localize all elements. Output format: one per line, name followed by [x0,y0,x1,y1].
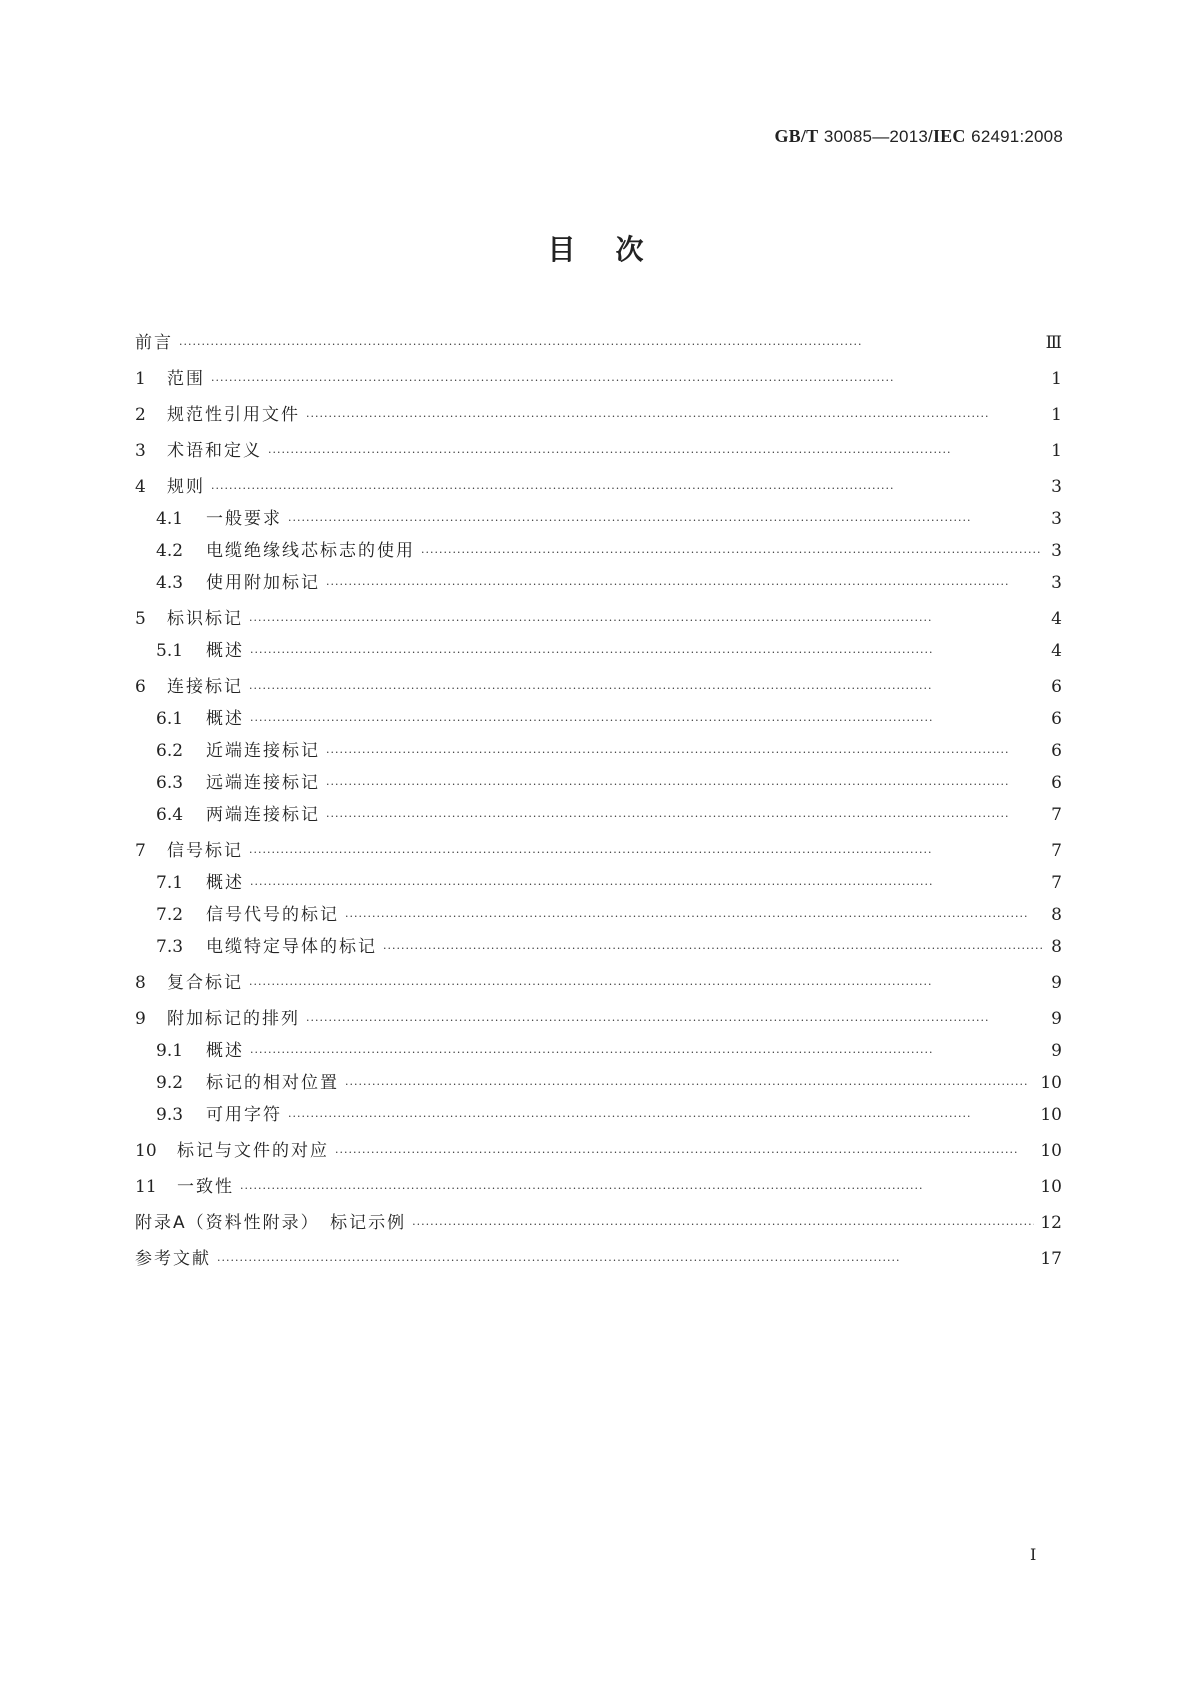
toc-entry-page: 3 [1051,477,1062,497]
toc-entry-number: 7.1 [156,873,184,893]
toc-entry[interactable] [135,605,1062,637]
toc-entry-number: 7.3 [156,937,184,957]
toc-entry[interactable] [135,869,1062,901]
toc-entry-page: 6 [1051,773,1062,793]
toc-entry[interactable] [135,473,1062,505]
dot-leader [326,739,1042,767]
toc-entry-label: 前言 [135,333,173,353]
toc-entry-label: 范围 [167,369,205,389]
toc-entry[interactable] [135,705,1062,737]
toc-entry-page: 8 [1051,937,1062,957]
toc-entry-page: 6 [1051,709,1062,729]
standard-number: 30085—2013/ [823,127,933,146]
toc-entry-label: 远端连接标记 [206,773,320,793]
toc-entry-label: 概述 [206,641,244,661]
toc-entry-page: 3 [1051,509,1062,529]
toc-entry-label: 参考文献 [135,1249,211,1269]
toc-entry-number: 9.3 [156,1105,184,1125]
dot-leader [249,607,1042,635]
page-number: I [1030,1545,1037,1564]
toc-entry-number: 10 [135,1141,157,1161]
dot-leader [249,839,1042,867]
dot-leader [306,403,1042,431]
toc-entry-page: 4 [1051,609,1062,629]
toc-entry-number: 7.2 [156,905,184,925]
dot-leader [240,1175,1034,1203]
toc-entry-label: 标记与文件的对应 [177,1141,329,1161]
toc-entry[interactable] [135,569,1062,601]
toc-entry-label: 复合标记 [167,973,243,993]
toc-entry[interactable] [135,365,1062,397]
toc-entry-label: 电缆绝缘线芯标志的使用 [206,541,415,561]
toc-entry-page: 3 [1051,573,1062,593]
toc-entry[interactable] [135,505,1062,537]
toc-entry[interactable] [135,737,1062,769]
toc-entry-page: 1 [1051,441,1062,461]
toc-entry-number: 4.3 [156,573,184,593]
dot-leader [288,1103,1034,1131]
toc-entry[interactable] [135,933,1062,965]
toc-entry[interactable] [135,1173,1062,1205]
dot-leader [306,1007,1042,1035]
toc-entry-number: 6.2 [156,741,184,761]
toc-entry[interactable] [135,537,1062,569]
toc-entry-page: 7 [1051,841,1062,861]
toc-entry[interactable] [135,801,1062,833]
toc-entry-number: 9 [135,1009,146,1029]
toc-entry[interactable] [135,901,1062,933]
toc-entry-number: 4 [135,477,146,497]
iec-number: 62491:2008 [971,127,1063,146]
toc-entry-label: 连接标记 [167,677,243,697]
toc-entry[interactable] [135,1245,1062,1277]
dot-leader [249,971,1042,999]
toc-entry-number: 9.1 [156,1041,184,1061]
toc-entry-page: 6 [1051,741,1062,761]
toc-entry-label: 电缆特定导体的标记 [206,937,377,957]
toc-entry-label: 概述 [206,873,244,893]
toc-entry-number: 11 [135,1177,157,1197]
toc-entry-label: 标识标记 [167,609,243,629]
toc-entry-number: 3 [135,441,146,461]
toc-entry-label: 附加标记的排列 [167,1009,300,1029]
dot-leader [288,507,1042,535]
toc-entry-page: 12 [1040,1213,1062,1233]
toc-entry-label: 信号标记 [167,841,243,861]
toc-entry[interactable] [135,1005,1062,1037]
dot-leader [412,1211,1034,1239]
toc-entry-label: 使用附加标记 [206,573,320,593]
toc-entry-number: 7 [135,841,146,861]
toc-entry[interactable] [135,437,1062,469]
toc-entry-label: 一致性 [177,1177,234,1197]
toc-entry[interactable] [135,1069,1062,1101]
dot-leader [211,475,1042,503]
toc-entry-page: 9 [1051,1041,1062,1061]
dot-leader [250,707,1042,735]
toc-entry-number: 2 [135,405,146,425]
toc-entry-page: 17 [1040,1249,1062,1269]
toc-entry[interactable] [135,1037,1062,1069]
toc-entry-page: 4 [1051,641,1062,661]
toc-entry-page: Ⅲ [1045,333,1062,353]
toc-entry[interactable] [135,401,1062,433]
toc-entry-page: 8 [1051,905,1062,925]
dot-leader [326,803,1042,831]
page-title: 目次 [547,233,684,266]
dot-leader [268,439,1042,467]
toc-entry[interactable] [135,769,1062,801]
toc-entry-page: 9 [1051,1009,1062,1029]
dot-leader [345,1071,1034,1099]
dot-leader [345,903,1042,931]
toc-entry[interactable] [135,1137,1062,1169]
toc-entry[interactable] [135,673,1062,705]
dot-leader [217,1247,1034,1275]
table-of-contents [135,329,1062,1277]
toc-entry-page: 10 [1040,1105,1062,1125]
iec-prefix: IEC [932,126,966,146]
toc-entry-page: 7 [1051,873,1062,893]
toc-entry-page: 10 [1040,1141,1062,1161]
toc-entry-page: 9 [1051,973,1062,993]
toc-entry-number: 6.1 [156,709,184,729]
toc-entry[interactable] [135,637,1062,669]
toc-entry[interactable] [135,1209,1062,1241]
toc-entry-label: 概述 [206,1041,244,1061]
dot-leader [250,871,1042,899]
toc-entry-number: 9.2 [156,1073,184,1093]
toc-entry-label: 附录A（资料性附录） 标记示例 [135,1213,407,1233]
toc-entry[interactable] [135,969,1062,1001]
toc-entry-number: 4.2 [156,541,184,561]
toc-entry-label: 规范性引用文件 [167,405,300,425]
toc-entry-number: 5 [135,609,146,629]
toc-entry-label: 可用字符 [206,1105,282,1125]
dot-leader [326,771,1042,799]
standard-prefix: GB/T [774,126,819,146]
toc-entry-number: 6.4 [156,805,184,825]
toc-entry-number: 1 [135,369,146,389]
toc-entry[interactable] [135,1101,1062,1133]
dot-leader [326,571,1042,599]
toc-entry-label: 一般要求 [206,509,282,529]
dot-leader [421,539,1042,567]
toc-entry-page: 6 [1051,677,1062,697]
toc-entry-number: 5.1 [156,641,184,661]
toc-entry[interactable] [135,329,1062,361]
toc-entry-page: 7 [1051,805,1062,825]
toc-entry-number: 6.3 [156,773,184,793]
toc-entry-label: 术语和定义 [167,441,262,461]
dot-leader [179,331,1040,359]
toc-entry-label: 标记的相对位置 [206,1073,339,1093]
dot-leader [383,935,1042,963]
dot-leader [249,675,1042,703]
toc-entry-label: 两端连接标记 [206,805,320,825]
toc-entry-label: 近端连接标记 [206,741,320,761]
dot-leader [250,1039,1042,1067]
toc-entry-page: 10 [1040,1073,1062,1093]
toc-entry-page: 3 [1051,541,1062,561]
toc-entry-page: 1 [1051,405,1062,425]
dot-leader [250,639,1042,667]
toc-entry-label: 信号代号的标记 [206,905,339,925]
toc-entry-number: 6 [135,677,146,697]
toc-entry-page: 1 [1051,369,1062,389]
toc-entry-number: 4.1 [156,509,184,529]
toc-entry-number: 8 [135,973,146,993]
dot-leader [335,1139,1034,1167]
toc-entry-label: 概述 [206,709,244,729]
toc-entry-page: 10 [1040,1177,1062,1197]
standard-number-header [774,126,1063,147]
toc-entry-label: 规则 [167,477,205,497]
toc-entry[interactable] [135,837,1062,869]
dot-leader [211,367,1042,395]
